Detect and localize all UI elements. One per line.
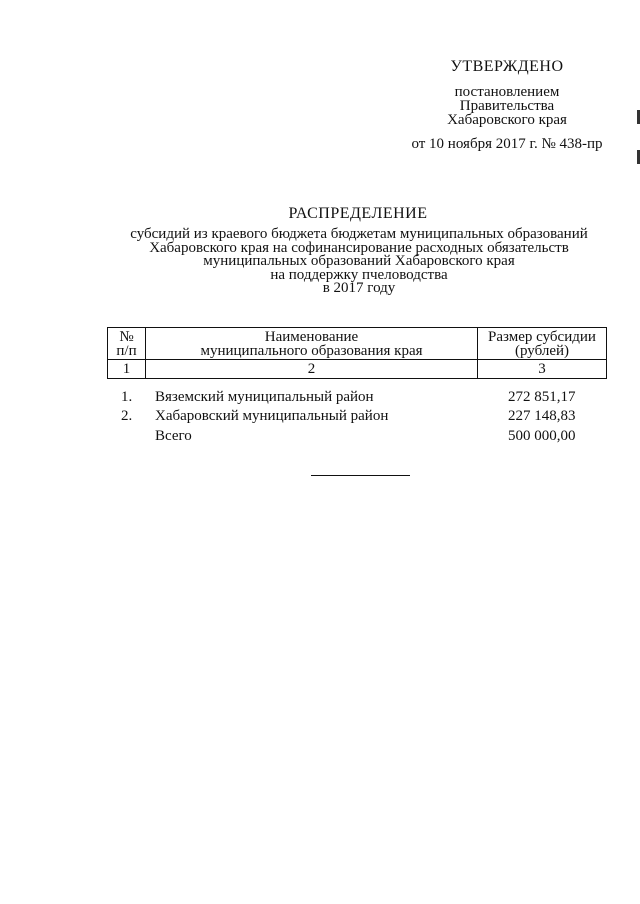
table-header-row (108, 328, 607, 360)
subtitle-line: субсидий из краевого бюджета бюджетам муниципальных образований (130, 226, 588, 242)
header-cell-amount (478, 328, 607, 360)
subtitle-line: муниципальных образований Хабаровского края (203, 253, 515, 269)
header-text: муниципального образования края (200, 342, 423, 359)
header-cell-name (146, 328, 478, 360)
row-district-name: Хабаровский муниципальный район (155, 408, 389, 424)
approval-line: Хабаровского края (447, 112, 567, 128)
header-text: Размер субсидии (488, 328, 596, 345)
table-row (0, 406, 640, 426)
total-row (0, 426, 640, 446)
column-number-cell: 2 (146, 360, 478, 379)
header-cell-number (108, 328, 146, 360)
subtitle-line: Хабаровского края на софинансирование расходных обязательств (149, 239, 569, 256)
row-amount: 227 148,83 (508, 408, 576, 424)
approval-date-number: от 10 ноября 2017 г. № 438-пр (411, 136, 603, 152)
approval-line: постановлением (454, 84, 560, 100)
document-title: РАСПРЕДЕЛЕНИЕ (288, 205, 428, 222)
approval-heading: УТВЕРЖДЕНО (450, 58, 564, 75)
approval-line: Правительства (459, 98, 555, 114)
row-amount: 272 851,17 (508, 389, 576, 405)
header-text: п/п (116, 342, 137, 359)
header-text: № (119, 328, 134, 345)
end-of-document-rule (311, 475, 410, 476)
table-row (0, 387, 640, 407)
row-district-name: Вяземский муниципальный район (155, 389, 374, 405)
document-subtitle (90, 228, 628, 296)
distribution-table-header (107, 327, 607, 379)
column-number-cell: 1 (108, 360, 146, 379)
subtitle-line: в 2017 году (322, 280, 396, 296)
column-number-row (108, 360, 607, 379)
row-number: 2. (121, 408, 133, 424)
total-label: Всего (155, 428, 192, 444)
subtitle-line: на поддержку пчеловодства (270, 266, 448, 283)
header-text: (рублей) (514, 342, 570, 359)
total-amount: 500 000,00 (508, 428, 576, 444)
row-number: 1. (121, 389, 133, 405)
header-text: Наименование (264, 328, 359, 345)
approval-stamp-block (402, 60, 612, 151)
column-number-cell: 3 (478, 360, 607, 379)
